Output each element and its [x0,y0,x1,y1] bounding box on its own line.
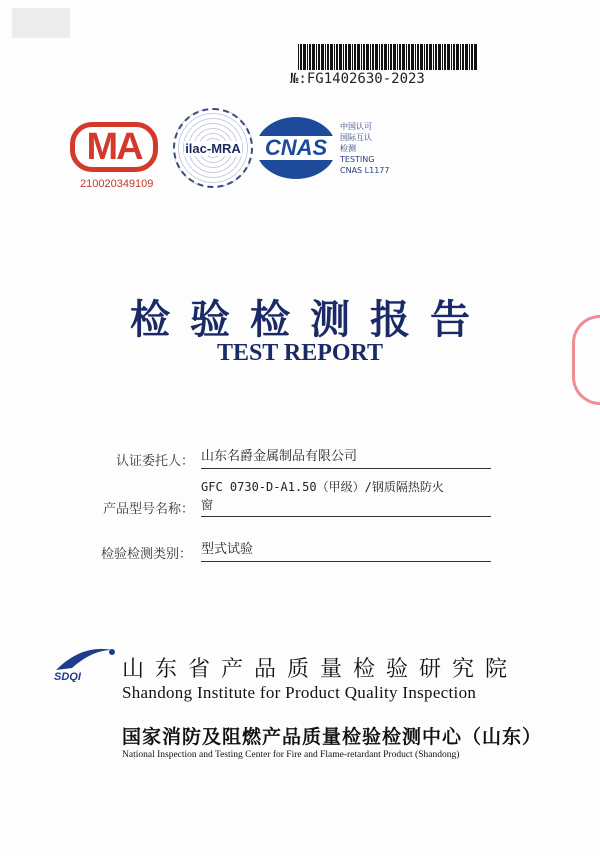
report-number: №:FG1402630-2023 [290,71,425,87]
barcode-bar [381,44,383,70]
barcode-bar [447,44,450,70]
barcode-bar [465,44,468,70]
barcode-bar [300,44,302,70]
cnas-line: 国际互认 [340,133,372,142]
product-value-line: GFC 0730-D-A1.50（甲级）/钢质隔热防火 [201,480,444,494]
cnas-line: 检测 [340,144,356,153]
barcode-bar [424,44,425,70]
barcode-bar [415,44,416,70]
barcode-bar [348,44,351,70]
barcode-bar [442,44,443,70]
cnas-line: CNAS L1177 [340,166,390,175]
title-english: TEST REPORT [216,340,384,366]
institute-name-english: Shandong Institute for Product Quality Inspection [122,683,477,702]
title-chinese: 检验检测报告 [130,296,490,343]
cnas-logo [256,117,336,179]
barcode [298,44,484,70]
barcode-bar [397,44,398,70]
barcode-bar [312,44,315,70]
product-label: 产品型号名称： [103,502,195,517]
barcode-bar [451,44,452,70]
ilac-mra-logo [173,108,253,188]
institute-name-chinese: 山东省产品质量检验研究院 [122,657,519,682]
cnas-line: 中国认可 [340,122,372,131]
barcode-bar [438,44,441,70]
barcode-bar [334,44,335,70]
sdqi-logo-text: SDQI [54,671,81,682]
barcode-bar [339,44,342,70]
cma-logo: MA [70,122,158,172]
barcode-bar [435,44,437,70]
barcode-bar [366,44,369,70]
barcode-bar [354,44,356,70]
barcode-bar [325,44,326,70]
barcode-bar [321,44,324,70]
barcode-bar [363,44,365,70]
sdqi-logo [52,642,118,682]
barcode-bar [307,44,308,70]
barcode-bar [388,44,389,70]
barcode-bar [399,44,401,70]
barcode-bar [444,44,446,70]
barcode-bar [343,44,344,70]
barcode-bar [330,44,333,70]
test-type-label: 检验检测类别： [101,547,193,562]
barcode-bar [456,44,459,70]
barcode-bar [462,44,464,70]
red-seal-stamp [572,315,600,405]
barcode-bar [303,44,306,70]
center-name-english: National Inspection and Testing Center for Fire and Flame-retardant Product (Shandong) [122,750,460,760]
barcode-bar [429,44,432,70]
cnas-accreditation-text [340,121,389,176]
barcode-bar [361,44,362,70]
barcode-bar [433,44,434,70]
barcode-bar [453,44,455,70]
barcode-bar [390,44,392,70]
barcode-bar [393,44,396,70]
product-value-line: 窗 [201,498,214,512]
barcode-bar [352,44,353,70]
barcode-bar [420,44,423,70]
barcode-bar [384,44,387,70]
barcode-bar [357,44,360,70]
barcode-bar [408,44,410,70]
test-type-value: 型式试验 [201,541,491,562]
barcode-bar [316,44,317,70]
scan-corner-mark [12,8,70,38]
barcode-bar [336,44,338,70]
barcode-bar [345,44,347,70]
barcode-bar [411,44,414,70]
barcode-bar [402,44,405,70]
barcode-bar [375,44,378,70]
ilac-text: ilac-MRA [185,140,241,156]
barcode-bar [471,44,473,70]
product-value [201,478,491,517]
center-name-chinese: 国家消防及阻燃产品质量检验检测中心（山东） [122,726,543,748]
barcode-bar [372,44,374,70]
cma-number: 210020349109 [80,178,154,190]
barcode-bar [318,44,320,70]
client-value: 山东名爵金属制品有限公司 [201,448,491,469]
barcode-bar [298,44,299,70]
barcode-bar [327,44,329,70]
barcode-bar [426,44,428,70]
barcode-bar [309,44,311,70]
barcode-bar [406,44,407,70]
cnas-text: CNAS [256,136,336,160]
cnas-line: TESTING [340,155,375,164]
client-label: 认证委托人： [116,454,195,469]
barcode-bar [460,44,461,70]
barcode-bar [379,44,380,70]
barcode-bar [474,44,477,70]
barcode-bar [417,44,419,70]
barcode-bar [370,44,371,70]
barcode-bar [469,44,470,70]
